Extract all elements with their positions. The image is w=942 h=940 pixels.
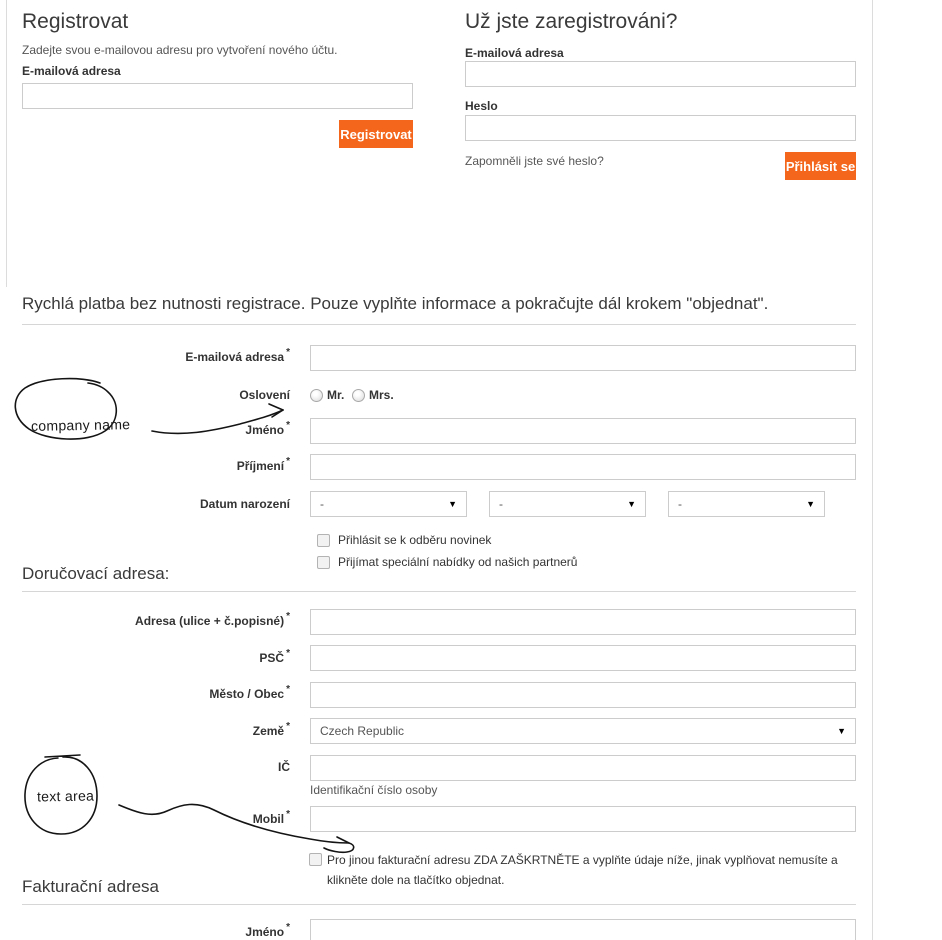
required-asterisk: * <box>286 648 290 659</box>
birth-year-value: - <box>678 497 682 511</box>
quick-order-heading: Rychlá platba bez nutnosti registrace. Pouze vyplňte informace a pokračujte dál krokem "objednat". <box>22 294 769 313</box>
login-email-input[interactable] <box>465 61 856 87</box>
salutation-mr-radio[interactable] <box>310 389 323 402</box>
required-asterisk: * <box>286 611 290 622</box>
dropdown-arrow-icon: ▼ <box>448 498 457 509</box>
birth-year-select[interactable] <box>668 491 825 517</box>
birth-date-label: Datum narození <box>199 497 290 511</box>
company-id-input[interactable] <box>310 755 856 781</box>
content-right-border <box>872 0 873 940</box>
login-password-input[interactable] <box>465 115 856 141</box>
billing-first-name-input[interactable] <box>310 919 856 940</box>
required-asterisk: * <box>286 347 290 358</box>
salutation-mrs-radio[interactable] <box>352 389 365 402</box>
country-selected-value: Czech Republic <box>320 724 405 738</box>
quick-order-divider <box>22 324 856 325</box>
zip-label: PSČ * <box>259 648 290 665</box>
delivery-address-divider <box>22 591 856 592</box>
last-name-label: Příjmení * <box>236 456 290 473</box>
page-left-border <box>6 0 7 287</box>
company-id-help: Identifikační číslo osoby <box>310 783 438 797</box>
salutation-mrs-label[interactable]: Mrs. <box>369 388 394 402</box>
different-billing-checkbox[interactable] <box>309 853 322 866</box>
partner-offers-checkbox[interactable] <box>317 556 330 569</box>
birth-day-select[interactable] <box>310 491 467 517</box>
annotation-arrowhead <box>269 404 283 417</box>
company-id-label: IČ <box>278 760 290 774</box>
company-name-annotation: company name <box>30 416 131 434</box>
register-email-input[interactable] <box>22 83 413 109</box>
guest-email-input[interactable] <box>310 345 856 371</box>
zip-input[interactable] <box>310 645 856 671</box>
dropdown-arrow-icon: ▼ <box>806 498 815 509</box>
last-name-input[interactable] <box>310 454 856 480</box>
city-label: Město / Obec * <box>209 684 290 701</box>
required-asterisk: * <box>286 456 290 467</box>
address-label: Adresa (ulice + č.popisné) * <box>135 611 290 628</box>
required-asterisk: * <box>286 721 290 732</box>
dropdown-arrow-icon: ▼ <box>837 725 846 736</box>
login-button[interactable]: Přihlásit se <box>785 152 856 180</box>
register-email-label: E-mailová adresa <box>22 64 121 78</box>
birth-month-value: - <box>499 497 503 511</box>
birth-day-value: - <box>320 497 324 511</box>
different-billing-checkbox-label[interactable]: Pro jinou fakturační adresu ZDA ZAŠKRTNĚTE a vyplňte údaje níže, jinak vyplňovat nemusíte a klikněte dole na tlačítko objednat. <box>327 853 838 888</box>
newsletter-checkbox-label[interactable]: Přihlásit se k odběru novinek <box>338 533 492 547</box>
mobile-label: Mobil * <box>252 809 290 826</box>
city-input[interactable] <box>310 682 856 708</box>
billing-address-divider <box>22 904 856 905</box>
salutation-mr-label[interactable]: Mr. <box>327 388 345 402</box>
register-button[interactable]: Registrovat <box>339 120 413 148</box>
first-name-input[interactable] <box>310 418 856 444</box>
partner-offers-checkbox-label[interactable]: Přijímat speciální nabídky od našich partnerů <box>338 555 578 569</box>
required-asterisk: * <box>286 420 290 431</box>
login-title: Už jste zaregistrováni? <box>465 10 678 33</box>
login-email-label: E-mailová adresa <box>465 46 564 60</box>
mobile-input[interactable] <box>310 806 856 832</box>
newsletter-checkbox[interactable] <box>317 534 330 547</box>
login-password-label: Heslo <box>465 99 498 113</box>
billing-address-heading: Fakturační adresa <box>22 877 160 896</box>
billing-first-name-label: Jméno * <box>245 922 290 939</box>
required-asterisk: * <box>286 809 290 820</box>
salutation-label: Oslovení <box>239 388 290 402</box>
first-name-label: Jméno * <box>245 420 290 437</box>
required-asterisk: * <box>286 684 290 695</box>
required-asterisk: * <box>286 922 290 933</box>
country-select[interactable] <box>310 718 856 744</box>
address-input[interactable] <box>310 609 856 635</box>
register-subtitle: Zadejte svou e-mailovou adresu pro vytvoření nového účtu. <box>22 43 338 57</box>
register-title: Registrovat <box>22 10 129 33</box>
birth-month-select[interactable] <box>489 491 646 517</box>
text-area-annotation: text area <box>36 787 95 805</box>
dropdown-arrow-icon: ▼ <box>627 498 636 509</box>
country-label: Země * <box>252 721 290 738</box>
forgot-password-link[interactable]: Zapomněli jste své heslo? <box>465 154 604 168</box>
delivery-address-heading: Doručovací adresa: <box>22 564 170 583</box>
guest-email-label: E-mailová adresa * <box>185 347 290 364</box>
